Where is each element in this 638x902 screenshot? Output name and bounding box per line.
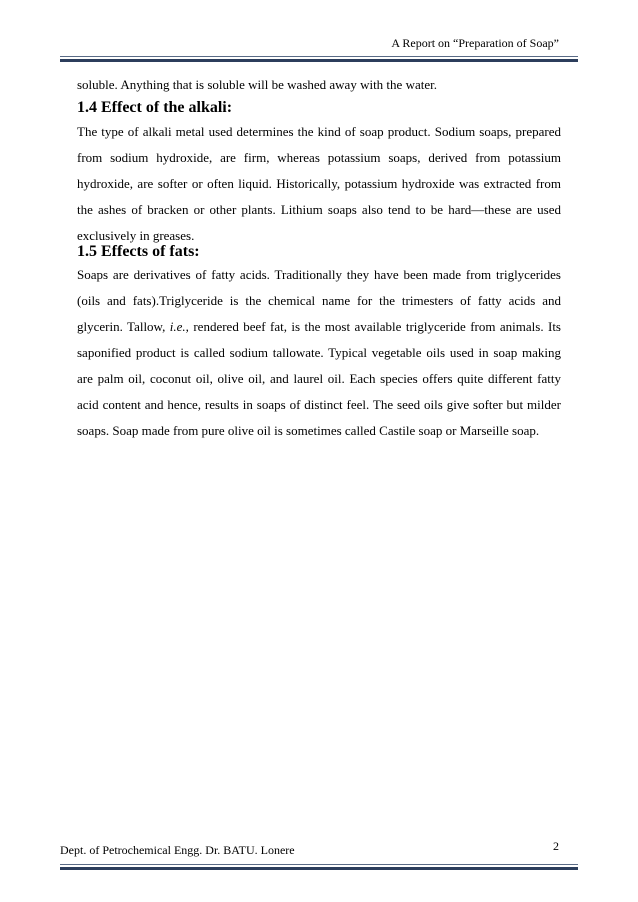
page-number: 2	[553, 839, 559, 853]
footer-department: Dept. of Petrochemical Engg. Dr. BATU. Lonere	[60, 843, 295, 857]
section-heading-alkali: 1.4 Effect of the alkali:	[77, 99, 233, 116]
paragraph-fats-text-1: Soaps are derivatives of fatty acids. Traditionally they have been made from triglycerides (oils and fats).Triglyceride is the chemical name for the trimesters of fatty acids and glycerin. Tallow,	[77, 267, 561, 334]
section-heading-fats: 1.5 Effects of fats:	[77, 243, 200, 260]
footer-rule	[60, 864, 578, 870]
lead-paragraph: soluble. Anything that is soluble will be washed away with the water.	[77, 77, 437, 92]
paragraph-fats	[77, 262, 561, 444]
header-title: A Report on “Preparation of Soap”	[391, 36, 559, 50]
paragraph-fats-italic: i.e.,	[169, 319, 189, 334]
header-rule	[60, 56, 578, 62]
paragraph-alkali: The type of alkali metal used determines the kind of soap product. Sodium soaps, prepared from sodium hydroxide, are firm, whereas potassium soaps, derived from potassium hydroxide, are softer or often liquid. Historically, potassium hydroxide was extracted from the ashes of bracken or other plants. Lithium soaps also tend to be hard—these are used exclusively in greases.	[77, 124, 561, 243]
paragraph-fats-text-2: rendered beef fat, is the most available triglyceride from animals. Its saponified product is called sodium tallowate. Typical vegetable oils used in soap making are palm oil, coconut oil, olive oil, and laurel oil. Each species offers quite different fatty acid content and hence, results in soaps of distinct feel. The seed oils give softer but milder soaps. Soap made from pure olive oil is sometimes called Castile soap or Marseille soap.	[77, 319, 561, 438]
